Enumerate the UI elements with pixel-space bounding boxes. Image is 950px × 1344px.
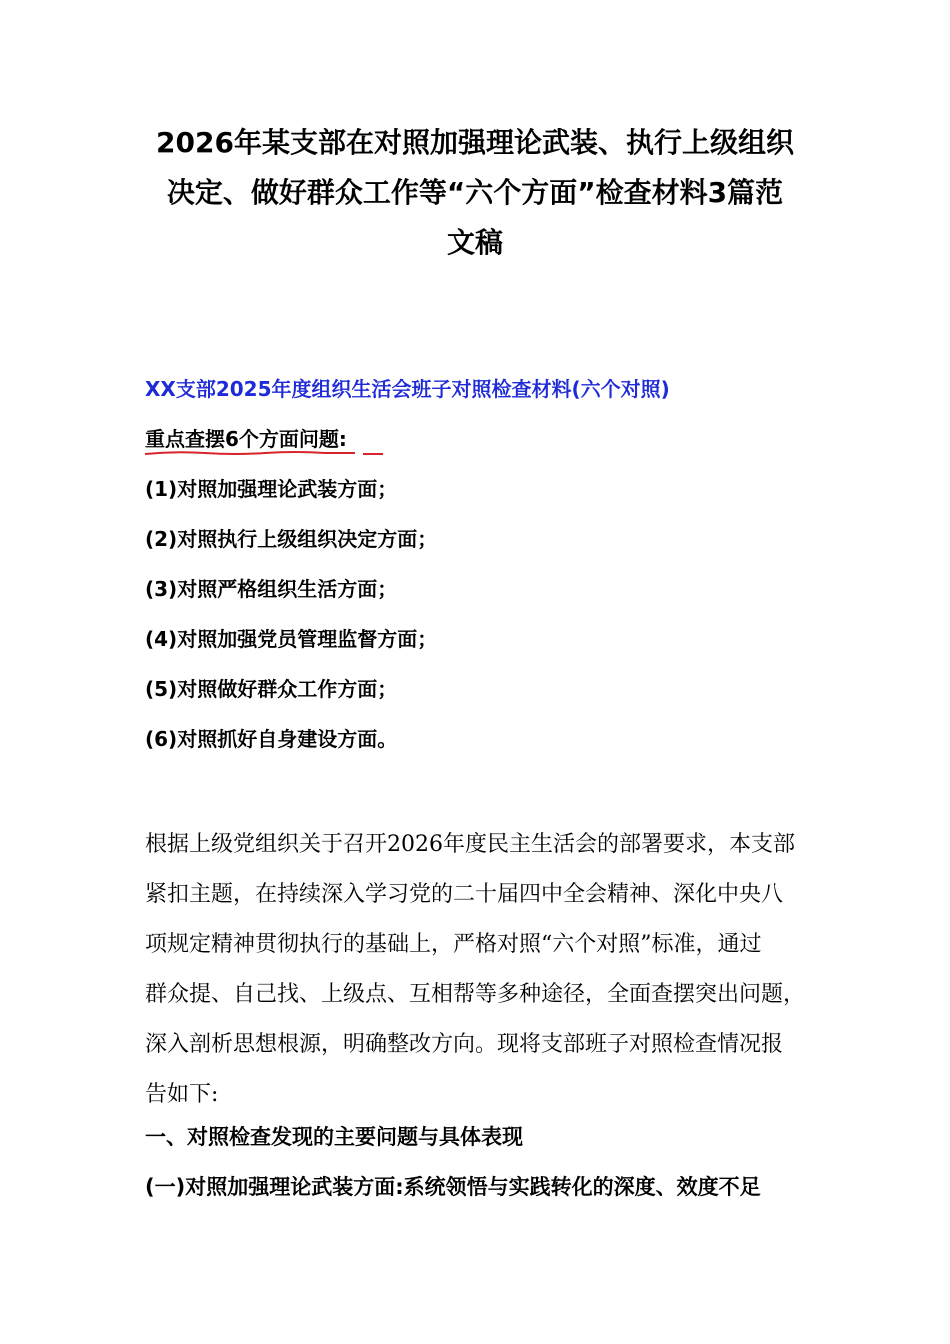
- paragraph-line: 告如下:: [145, 1082, 219, 1107]
- title-line: 文稿: [446, 226, 503, 259]
- list-item: (1)对照加强理论武装方面；: [145, 477, 398, 501]
- paragraph-line: 深入剖析思想根源，明确整改方向。现将支部班子对照检查情况报: [145, 1032, 784, 1057]
- title-line: 决定、做好群众工作等“六个方面”检查材料3篇范: [166, 176, 784, 209]
- section-heading: 重点查摆6个方面问题:: [145, 427, 347, 451]
- paragraph-line: 紧扣主题，在持续深入学习党的二十届四中全会精神、深化中央八: [145, 882, 784, 907]
- title-line: 2026年某支部在对照加强理论武装、执行上级组织: [156, 126, 794, 159]
- list-item: (6)对照抓好自身建设方面。: [145, 727, 398, 751]
- paragraph-line: 根据上级党组织关于召开2026年度民主生活会的部署要求，本支部: [145, 832, 795, 857]
- paragraph-line: 群众提、自己找、上级点、互相帮等多种途径，全面查摆突出问题，: [145, 982, 806, 1007]
- paragraph-line: 项规定精神贯彻执行的基础上，严格对照“六个对照”标准，通过: [145, 932, 762, 957]
- list-item: (2)对照执行上级组织决定方面；: [145, 527, 438, 551]
- heading-level-1: 一、对照检查发现的主要问题与具体表现: [145, 1125, 523, 1149]
- document-subtitle: XX支部2025年度组织生活会班子对照检查材料(六个对照): [145, 377, 670, 401]
- list-item: (4)对照加强党员管理监督方面；: [145, 627, 438, 651]
- red-wavy-underline: [145, 450, 385, 456]
- list-item: (3)对照严格组织生活方面；: [145, 577, 398, 601]
- aspects-list: [145, 474, 437, 774]
- heading-level-2: (一)对照加强理论武装方面:系统领悟与实践转化的深度、效度不足: [145, 1175, 761, 1199]
- list-item: (5)对照做好群众工作方面；: [145, 677, 398, 701]
- body-paragraph: [145, 820, 825, 1120]
- document-title: [120, 118, 830, 268]
